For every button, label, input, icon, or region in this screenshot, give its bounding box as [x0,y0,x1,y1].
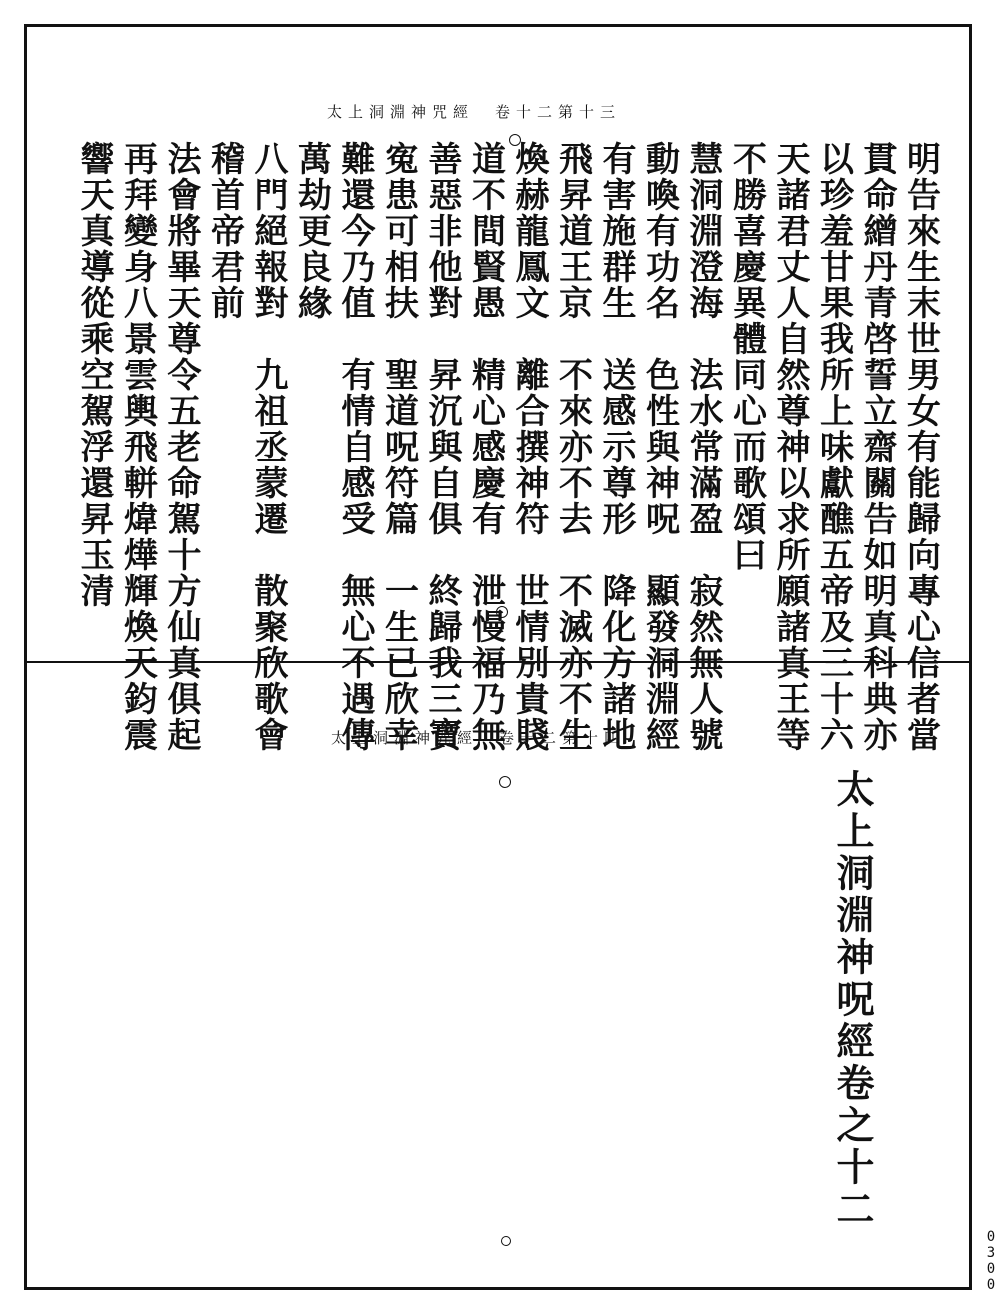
bottom-page-header: 太上洞淵神咒經 卷十二第十四 [331,729,626,747]
scripture-page-sheet [24,24,972,1290]
text-column: 動喚有功名 色性與神呪 顯發洞淵經 [639,141,680,753]
text-column: 稽首帝君前 [204,141,245,321]
circle-mark [501,1236,511,1246]
page-divider [27,661,969,663]
text-column: 慧洞淵澄海 法水常滿盈 寂然無人號 [683,141,723,753]
volume-title: 太上洞淵神呪經卷之十二 [830,769,875,1231]
text-column: 以珍羞甘果我所上味獻醮五帝及三十六 [813,141,854,753]
top-page-header: 太上洞淵神咒經 卷十二第十三 [327,103,622,121]
text-column: 煥赫龍鳳文 離合撰神符 世情別貴賤 [509,141,549,753]
page-number: 0300 [983,1229,999,1293]
text-column: 響天真導從乘空駕浮還昇玉清 [74,141,114,609]
text-column: 再拜變身八景雲輿飛軿煒燁輝煥天鈞震 [117,141,158,753]
text-column: 貫命繒丹青啓誓立齋關告如明真科典亦 [857,141,897,753]
text-column: 有害施群生 送感示尊形 降化方諸地 [596,141,636,753]
text-column: 善惡非他對 昇沉與自俱 終歸我三寶 [422,141,462,753]
text-column: 不勝喜慶異體同心而歌頌曰 [726,141,767,573]
text-column: 萬劫更良緣 [291,141,332,753]
text-column: 寃患可相扶 聖道呪符篇 一生已欣幸 [378,141,419,753]
circle-mark [509,134,521,146]
text-column: 明告來生末世男女有能歸向專心信者當 [900,141,941,753]
text-column: 難還今乃值 有情自感受 無心不遇傳 [335,141,375,753]
text-column: 道不間賢愚 精心感慶有 泄慢福乃無 [465,141,506,753]
text-column: 天諸君丈人自然尊神以求所願諸真王等 [770,141,810,753]
circle-mark [496,606,508,618]
text-column: 飛昇道王京 不來亦不去 不滅亦不生 [552,141,593,753]
text-column: 法會將畢天尊令五老命駕十方仙真俱起 [161,141,201,753]
circle-mark [499,776,511,788]
text-column: 八門絕報對 九祖丞蒙遷 散聚欣歌會 [248,141,288,753]
